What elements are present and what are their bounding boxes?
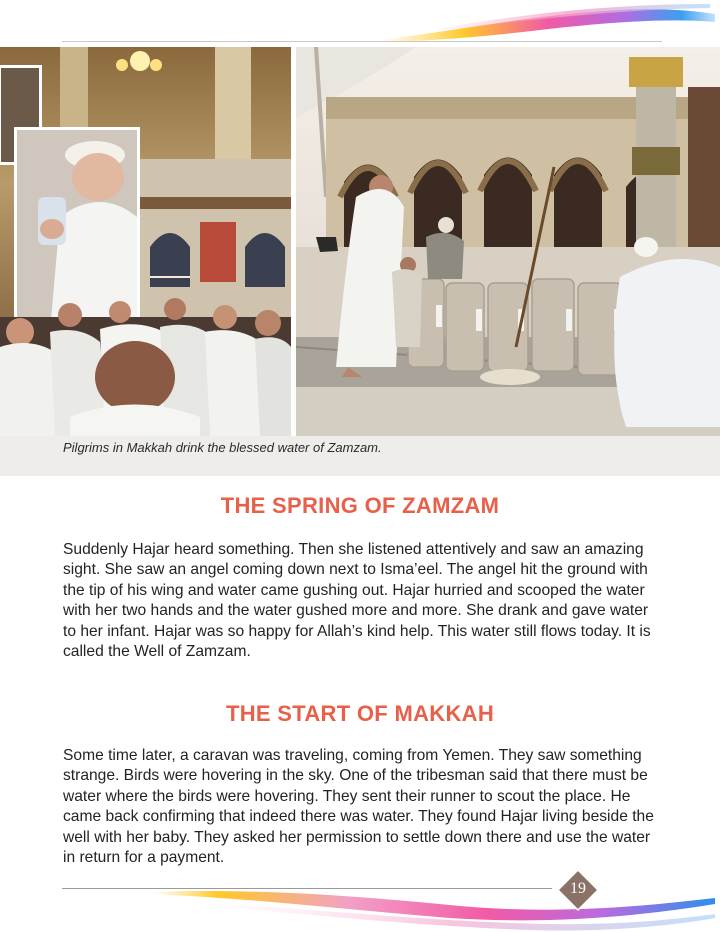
section-body-start-of-makkah: Some time later, a caravan was traveling, coming from Yemen. They saw something strange. Birds were hovering in the sky. One of the tribesman said that there must be water where the birds were hovering. They sent their runner to scout the place. He came back confirming that indeed there was water. They found Hajar living beside the well with her baby. They asked her permission to settle down there and use the water in return for a payment.: [63, 747, 654, 867]
photo-pilgrims-drinking: [0, 47, 291, 436]
section-body-spring-of-zamzam: Suddenly Hajar heard something. Then she listened attentively and saw an amazing sight. She saw an angel coming down next to Isma’eel. The angel hit the ground with the tip of his wing and water came gushing out. Hajar hurried and scooped the water with her two hands and the water gushed more and more. She drank and gave water to her infant. Hajar was so happy for Allah’s kind help. This water still flows today. It is called the Well of Zamzam.: [63, 541, 651, 661]
top-swoosh-decoration: [370, 0, 720, 46]
section-heading-spring-of-zamzam: THE SPRING OF ZAMZAM: [220, 493, 500, 518]
photo-band: [0, 47, 720, 436]
photo-zamzam-coolers: [296, 47, 720, 436]
page-number: 19: [570, 880, 586, 897]
bottom-swoosh-decoration: [130, 878, 720, 932]
bottom-rule: [62, 888, 552, 889]
section-heading-start-of-makkah: THE START OF MAKKAH: [225, 701, 495, 726]
photo-caption: Pilgrims in Makkah drink the blessed water of Zamzam.: [63, 440, 382, 455]
